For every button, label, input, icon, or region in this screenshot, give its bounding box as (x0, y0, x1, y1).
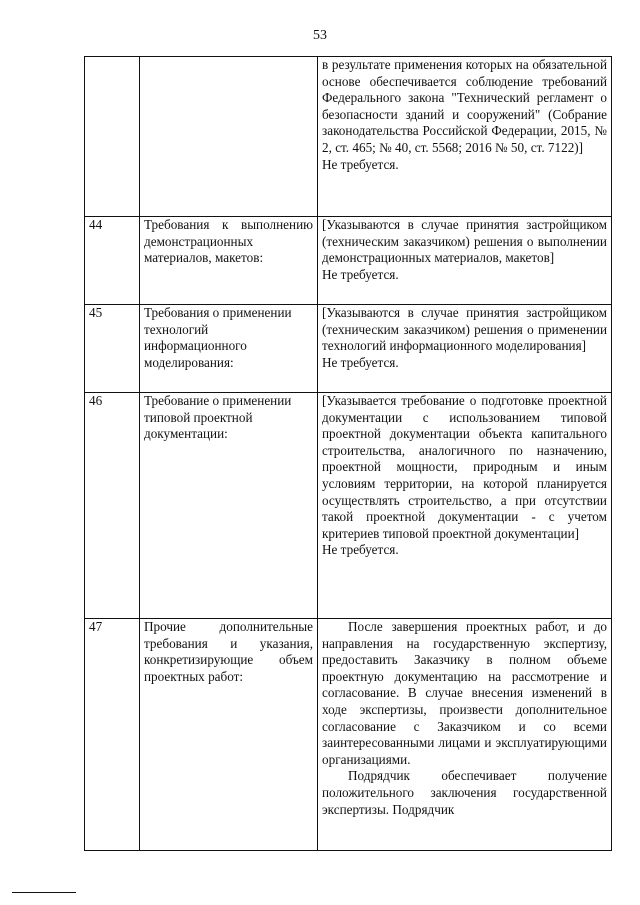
requirement-text-cell (318, 57, 612, 217)
row-number-cell: 47 (85, 619, 140, 851)
requirement-text: [Указываются в случае принятия застройщиком (техническим заказчиком) решения о выполнении демонстрационных материалов, макетов] (322, 217, 607, 266)
page-number: 53 (313, 28, 327, 43)
requirement-title-cell: Требование о применении типовой проектной документации: (140, 393, 318, 619)
table-row (85, 393, 612, 619)
requirement-text-cell (318, 305, 612, 393)
row-number-cell: 45 (85, 305, 140, 393)
table-row (85, 217, 612, 305)
requirement-title-cell: Требования к выполнению демонстрационных материалов, макетов: (140, 217, 318, 305)
requirement-text: в результате применения которых на обязательной основе обеспечивается соблюдение требований Федерального закона "Технический регламент о безопасности зданий и сооружений" (Собрание законодательства Российской Федерации, 2015, № 2, ст. 465; № 40, ст. 5568; 2016 № 50, ст. 7122)] (322, 57, 607, 155)
requirements-table (84, 56, 612, 851)
row-number-cell (85, 57, 140, 217)
table-row (85, 57, 612, 217)
not-required-note: Не требуется. (322, 266, 399, 282)
requirement-title-cell: Требования о применении технологий информационного моделирования: (140, 305, 318, 393)
requirement-text-cell (318, 393, 612, 619)
not-required-note: Не требуется. (322, 354, 399, 370)
requirement-paragraph: После завершения проектных работ, и до направления на государственную экспертизу, предоставить Заказчику в полном объеме проектную документацию на рассмотрение и согласование. В случае внесения изменений в ходе экспертизы, произвести дополнительное согласование с Заказчиком и со всеми заинтересованными лицами и эксплуатирующими организациями. (322, 619, 607, 767)
requirement-text: [Указываются в случае принятия застройщиком (техническим заказчиком) решения о применении технологий информационного моделирования] (322, 305, 607, 354)
requirement-title-cell (140, 57, 318, 217)
requirement-title-cell: Прочие дополнительные требования и указания, конкретизирующие объем проектных работ: (140, 619, 318, 851)
table-row (85, 305, 612, 393)
row-number-cell: 44 (85, 217, 140, 305)
table-row (85, 619, 612, 851)
requirement-paragraph: Подрядчик обеспечивает получение положительного заключения государственной экспертизы. Подрядчик (322, 768, 607, 817)
not-required-note: Не требуется. (322, 156, 399, 172)
requirement-text: [Указывается требование о подготовке проектной документации с использованием типовой проектной документации объекта капитального строительства, аналогичного по назначению, проектной мощности, природным и иным условиям территории, на которой планируется осуществлять строительство, а при отсутствии такой проектной документации - с учетом критериев типовой проектной документации] (322, 393, 607, 541)
row-number-cell: 46 (85, 393, 140, 619)
footnote-separator (12, 892, 76, 893)
requirement-text-cell (318, 619, 612, 851)
not-required-note: Не требуется. (322, 542, 399, 558)
requirement-text-cell (318, 217, 612, 305)
